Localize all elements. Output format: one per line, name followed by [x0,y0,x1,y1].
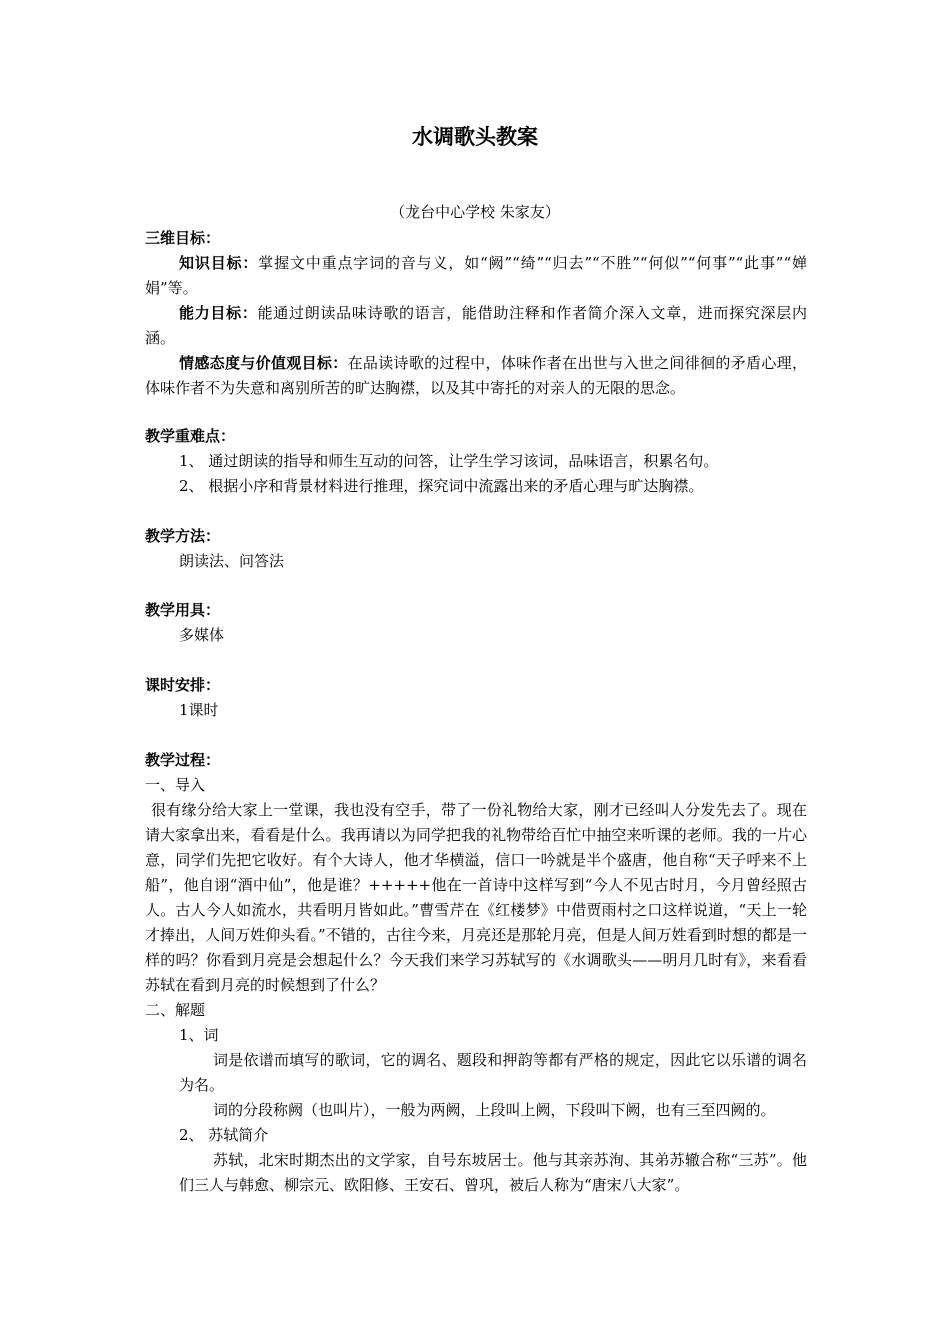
author-byline: （龙台中心学校 朱家友） [390,203,560,221]
tools-section [145,598,807,648]
intro-title: 一、导入 [145,776,206,794]
goals-section [145,226,807,401]
knowledge-goal [145,251,807,301]
schedule-section [145,673,807,723]
document-title: 水调歌头教案 [412,124,538,149]
sushi-paragraph: 苏轼，北宋时期杰出的文学家，自号东坡居士。他与其亲苏洵、其弟苏辙合称“三苏”。他们三人与韩愈、柳宗元、欧阳修、王安石、曾巩，被后人称为“唐宋八大家”。 [179,1151,807,1194]
ci-paragraph-1: 词是依谱而填写的歌词，它的调名、题段和押韵等都有严格的规定，因此它以乐谱的调名为名。 [179,1051,807,1094]
methods-section [145,524,807,574]
keypoint-item-2: 2、 根据小序和背景材料进行推理，探究词中流露出来的矛盾心理与旷达胸襟。 [179,477,704,495]
tools-text: 多媒体 [179,626,225,644]
ci-paragraph-2: 词的分段称阙（也叫片），一般为两阙，上段叫上阙，下段叫下阙，也有三至四阙的。 [213,1101,776,1119]
explain-title: 二、解题 [145,1001,206,1019]
ci-title: 1、词 [179,1026,219,1044]
sushi-title: 2、 苏轼简介 [179,1126,269,1144]
emotion-goal-label: 情感态度与价值观目标： [179,354,348,372]
tools-heading: 教学用具： [145,601,221,619]
emotion-goal-text: 在品读诗歌的过程中，体味作者在出世与入世之间徘徊的矛盾心理，体味作者不为失意和离别所苦的旷达胸襟，以及其中寄托的对亲人的无限的思念。 [145,354,807,397]
intro-text: 很有缘分给大家上一堂课，我也没有空手，带了一份礼物给大家，刚才已经叫人分发先去了。现在请大家拿出来，看看是什么。我再请以为同学把我的礼物带给百忙中抽空来听课的老师。我的一片心意，同学们先把它收好。有个大诗人，他才华横溢，信口一吟就是半个盛唐，他自称“天子呼来不上船”，他自诩“酒中仙”，他是谁？+++++他在一首诗中这样写到“今人不见古时月，今月曾经照古人。古人今人如流水，共看明月皆如此。”曹雪芹在《红楼梦》中借贾雨村之口这样说道，“天上一轮才捧出，人间万姓仰头看。”不错的，古往今来，月亮还是那轮月亮，但是人间万姓看到时想的都是一样的吗？你看到月亮是会想起什么？今天我们来学习苏轼写的《水调歌头——明月几时有》，来看看苏轼在看到月亮的时候想到了什么？ [145,801,807,994]
schedule-heading: 课时安排： [145,676,221,694]
knowledge-goal-text: 掌握文中重点字词的音与义，如“阙”“绮”“归去”“不胜”“何似”“何事”“此事”“婵娟”等。 [145,254,807,297]
methods-heading: 教学方法： [145,527,221,545]
ability-goal-text: 能通过朗读品味诗歌的语言，能借助注释和作者简介深入文章，进而探究深层内涵。 [145,304,807,347]
ability-goal-label: 能力目标： [179,304,258,322]
keypoint-item-1: 1、 通过朗读的指导和师生互动的问答，让学生学习该词，品味语言，积累名句。 [179,452,719,470]
methods-text: 朗读法、问答法 [179,552,285,570]
knowledge-goal-label: 知识目标： [179,254,259,272]
emotion-goal [145,351,807,401]
process-heading: 教学过程： [145,751,221,769]
schedule-text: 1课时 [179,701,219,719]
goals-heading: 三维目标： [145,229,221,247]
ability-goal [145,301,807,351]
process-section [145,748,807,1198]
keypoints-section [145,424,807,499]
keypoints-heading: 教学重难点： [145,427,236,445]
